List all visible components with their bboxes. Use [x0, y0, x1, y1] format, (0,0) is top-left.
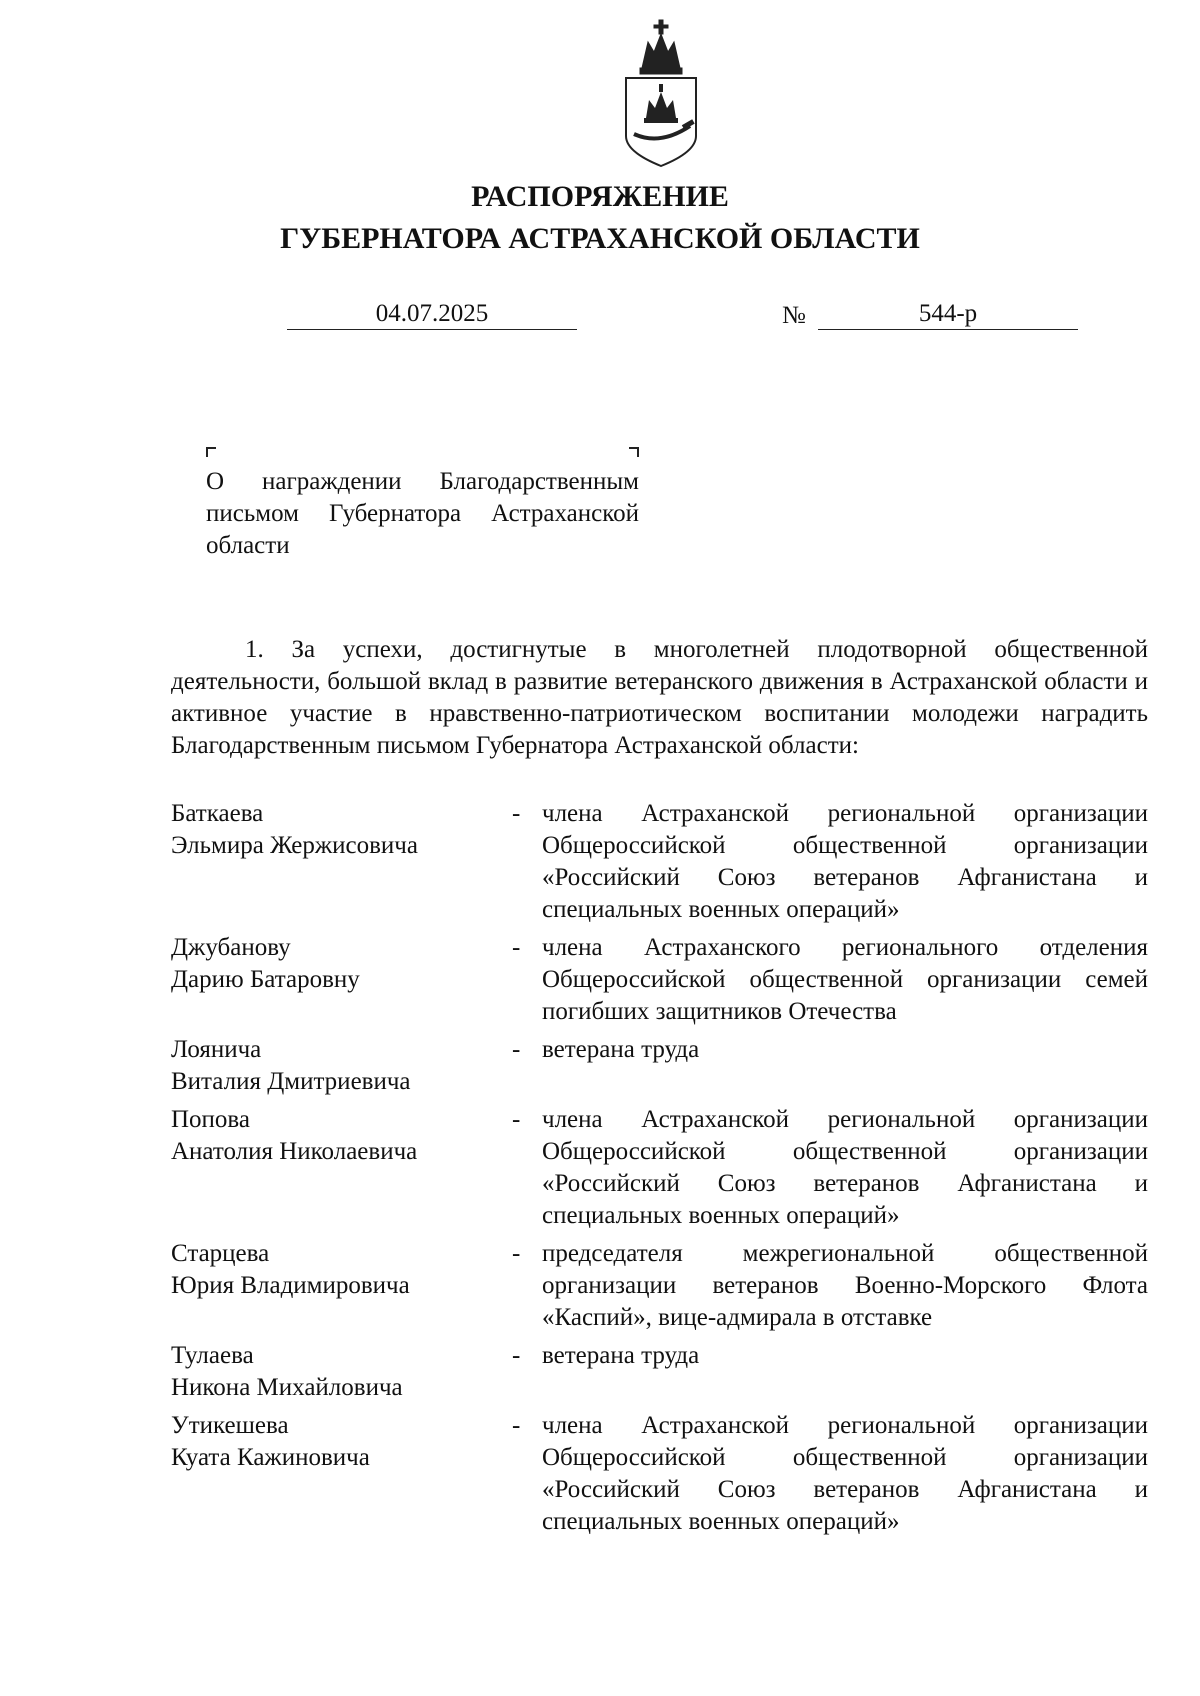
awardee-name: [171, 1410, 512, 1538]
awardee-name: [171, 798, 512, 926]
dash-separator: -: [512, 934, 521, 961]
document-number: 544-р: [818, 300, 1078, 330]
dash-separator: -: [512, 800, 521, 827]
dash-separator: -: [512, 1240, 521, 1267]
document-type-title: РАСПОРЯЖЕНИЕ: [471, 180, 729, 213]
awardee-given-names: Виталия Дмитриевича: [171, 1068, 411, 1095]
awardee-surname: Джубанову: [171, 934, 291, 961]
awardee-row: [171, 1340, 1148, 1404]
awardee-list: [171, 798, 1148, 1544]
intro-paragraph: 1. За успехи, достигнутые в многолетней плодотворной общественной деятельности, большой вклад в развитие ветеранского движения в Астраханской области и активное участие в нравственно-патриотическом воспитании молодежи наградить Благодарственным письмом Губернатора Астраханской области:: [171, 636, 1148, 759]
awardee-description: ветерана труда: [542, 1036, 700, 1063]
awardee-surname: Тулаева: [171, 1342, 254, 1369]
awardee-row: [171, 1104, 1148, 1232]
awardee-row: [171, 1034, 1148, 1098]
awardee-given-names: Эльмира Жержисовича: [171, 832, 418, 859]
awardee-surname: Баткаева: [171, 800, 264, 827]
astrakhan-coat-of-arms-icon: [620, 18, 702, 170]
number-sign: №: [782, 302, 806, 329]
awardee-name: [171, 932, 512, 1028]
awardee-description: члена Астраханской региональной организации Общероссийской общественной организации «Российский Союз ветеранов Афганистана и специальных военных операций»: [542, 1106, 1148, 1229]
awardee-surname: Попова: [171, 1106, 251, 1133]
document-subject: О награждении Благодарственным письмом Губернатора Астраханской области: [206, 468, 639, 559]
awardee-description: председателя межрегиональной общественной организации ветеранов Военно-Морского Флота «Каспий», вице-адмирала в отставке: [542, 1240, 1148, 1331]
awardee-given-names: Куата Кажиновича: [171, 1444, 370, 1471]
awardee-surname: Лоянича: [171, 1036, 262, 1063]
awardee-description: ветерана труда: [542, 1342, 700, 1369]
awardee-name: [171, 1238, 512, 1334]
awardee-surname: Старцева: [171, 1240, 270, 1267]
awardee-row: [171, 1410, 1148, 1538]
awardee-name: [171, 1104, 512, 1232]
awardee-given-names: Никона Михайловича: [171, 1374, 403, 1401]
corner-bracket-right-icon: [629, 447, 639, 457]
dash-separator: -: [512, 1106, 521, 1133]
dash-separator: -: [512, 1412, 521, 1439]
awardee-name: [171, 1340, 512, 1404]
awardee-row: [171, 932, 1148, 1028]
awardee-description: члена Астраханской региональной организации Общероссийской общественной организации «Российский Союз ветеранов Афганистана и специальных военных операций»: [542, 800, 1148, 923]
awardee-given-names: Дарию Батаровну: [171, 966, 360, 993]
awardee-surname: Утикешева: [171, 1412, 289, 1439]
awardee-name: [171, 1034, 512, 1098]
awardee-description: члена Астраханского регионального отделения Общероссийской общественной организации семей погибших защитников Отечества: [542, 934, 1148, 1025]
awardee-row: [171, 1238, 1148, 1334]
awardee-given-names: Юрия Владимировича: [171, 1272, 410, 1299]
awardee-row: [171, 798, 1148, 926]
awardee-given-names: Анатолия Николаевича: [171, 1138, 418, 1165]
corner-bracket-left-icon: [206, 447, 216, 457]
dash-separator: -: [512, 1036, 521, 1063]
issuer-title: ГУБЕРНАТОРА АСТРАХАНСКОЙ ОБЛАСТИ: [280, 222, 920, 255]
dash-separator: -: [512, 1342, 521, 1369]
document-date: 04.07.2025: [287, 300, 577, 330]
awardee-description: члена Астраханской региональной организации Общероссийской общественной организации «Российский Союз ветеранов Афганистана и специальных военных операций»: [542, 1412, 1148, 1535]
